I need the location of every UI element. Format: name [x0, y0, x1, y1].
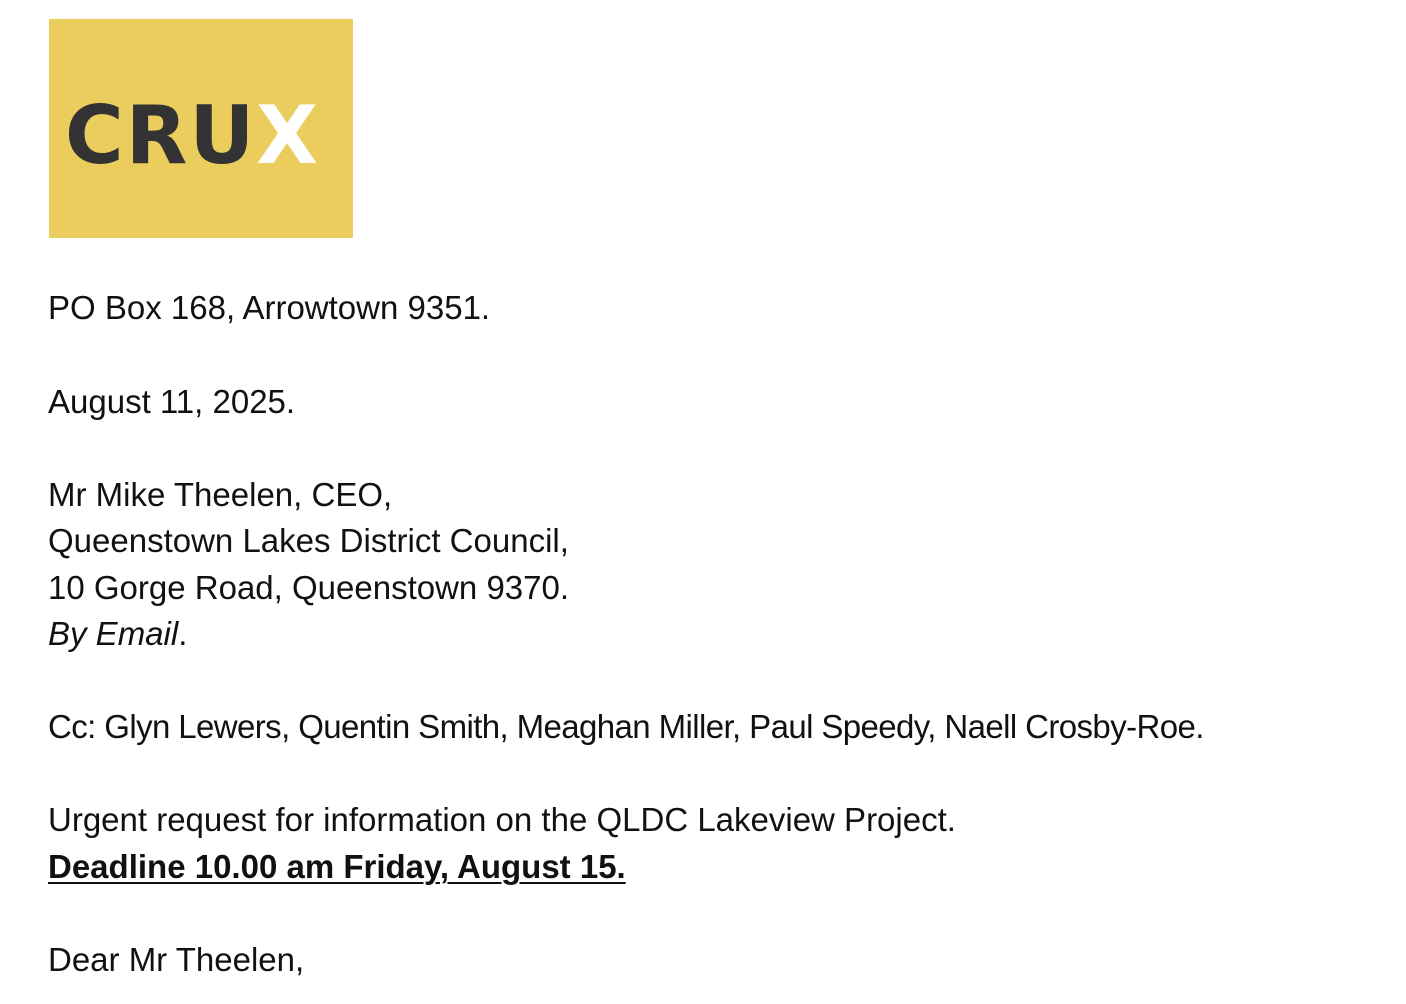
cc-line: Cc: Glyn Lewers, Quentin Smith, Meaghan Miller, Paul Speedy, Naell Crosby-Roe.	[48, 708, 1204, 745]
deadline-line: Deadline 10.00 am Friday, August 15.	[48, 848, 626, 885]
delivery-suffix: .	[178, 615, 188, 652]
delivery-method-line	[48, 614, 187, 654]
subject-line: Urgent request for information on the QLDC Lakeview Project.	[48, 801, 956, 838]
salutation: Dear Mr Theelen,	[48, 941, 305, 978]
recipient-address: 10 Gorge Road, Queenstown 9370.	[48, 569, 570, 606]
logo-text-accent: X	[256, 89, 320, 182]
delivery-method: By Email	[48, 615, 179, 652]
sender-address: PO Box 168, Arrowtown 9351.	[48, 289, 491, 326]
logo-text-main: CRU	[65, 89, 257, 182]
letter-date: August 11, 2025.	[48, 383, 296, 420]
recipient-org: Queenstown Lakes District Council,	[48, 522, 569, 559]
recipient-name: Mr Mike Theelen, CEO,	[48, 476, 393, 513]
svg-text:CRUX	[65, 89, 320, 182]
crux-logo	[49, 19, 353, 238]
crux-logo-mark	[49, 19, 353, 238]
